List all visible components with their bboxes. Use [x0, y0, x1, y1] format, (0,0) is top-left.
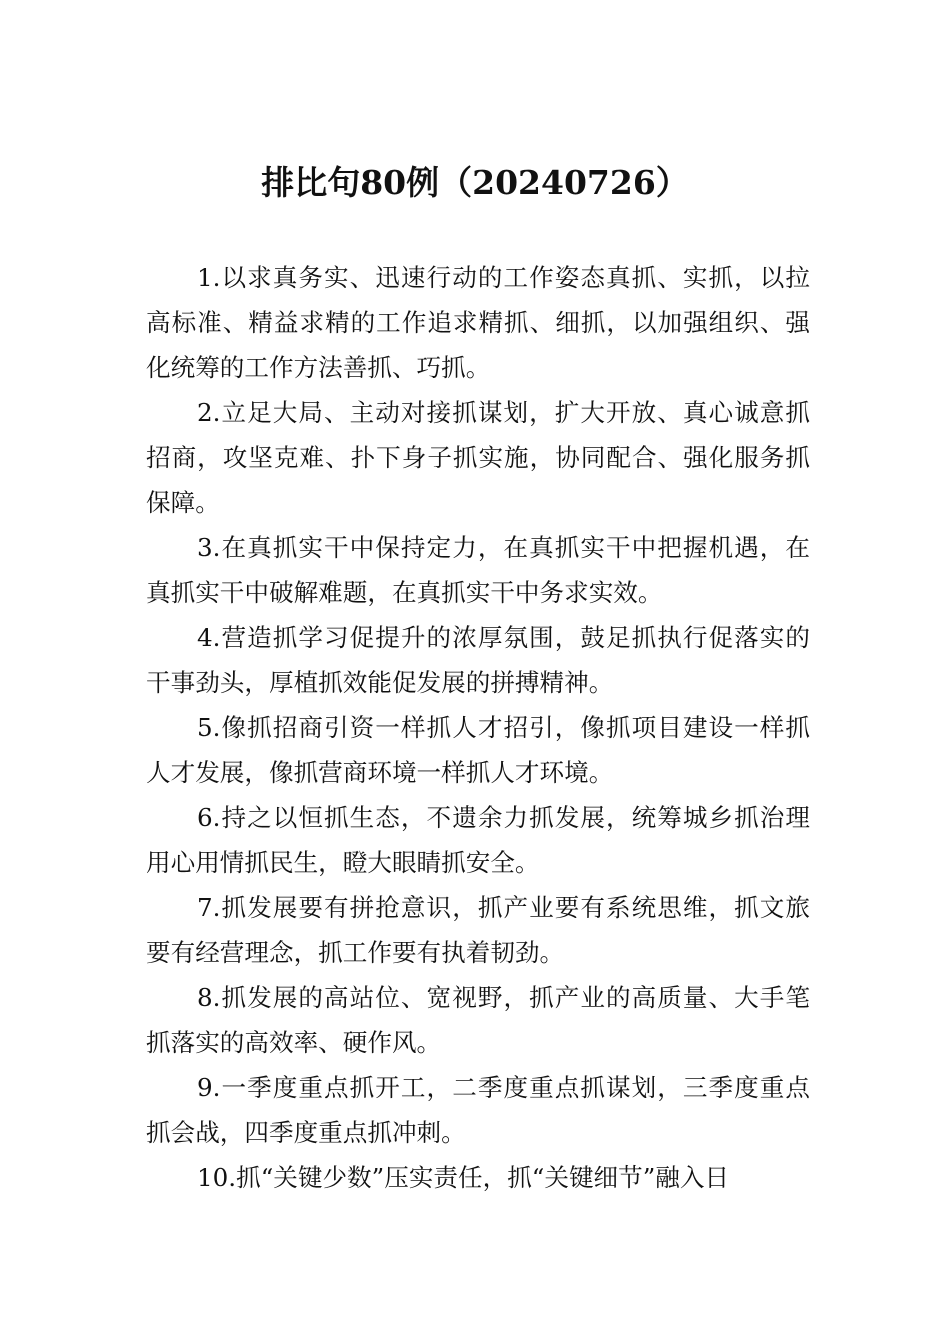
- paragraph-1: 1.以求真务实、迅速行动的工作姿态真抓、实抓，以拉高标准、精益求精的工作追求精抓、细抓，以加强组织、强化统筹的工作方法善抓、巧抓。: [146, 263, 810, 382]
- paragraph-2: 2.立足大局、主动对接抓谋划，扩大开放、真心诚意抓招商，攻坚克难、扑下身子抓实施，协同配合、强化服务抓保障。: [146, 398, 810, 517]
- paragraph-9: 9.一季度重点抓开工，二季度重点抓谋划，三季度重点抓会战，四季度重点抓冲刺。: [146, 1073, 810, 1147]
- paragraph-7: 7.抓发展要有拼抢意识，抓产业要有系统思维，抓文旅要有经营理念，抓工作要有执着韧劲。: [146, 893, 810, 967]
- document-title: 排比句80例（20240726）: [261, 163, 689, 202]
- paragraph-8: 8.抓发展的高站位、宽视野，抓产业的高质量、大手笔抓落实的高效率、硬作风。: [146, 983, 810, 1057]
- paragraph-4: 4.营造抓学习促提升的浓厚氛围，鼓足抓执行促落实的干事劲头，厚植抓效能促发展的拼搏精神。: [146, 623, 810, 697]
- paragraph-3: 3.在真抓实干中保持定力，在真抓实干中把握机遇，在真抓实干中破解难题，在真抓实干中务求实效。: [146, 533, 810, 607]
- paragraph-10: 10.抓“关键少数”压实责任，抓“关键细节”融入日: [197, 1163, 730, 1192]
- paragraph-6: 6.持之以恒抓生态，不遗余力抓发展，统筹城乡抓治理用心用情抓民生，瞪大眼睛抓安全。: [146, 803, 810, 877]
- paragraph-5: 5.像抓招商引资一样抓人才招引，像抓项目建设一样抓人才发展，像抓营商环境一样抓人才环境。: [146, 713, 810, 787]
- document-body: [146, 255, 810, 1200]
